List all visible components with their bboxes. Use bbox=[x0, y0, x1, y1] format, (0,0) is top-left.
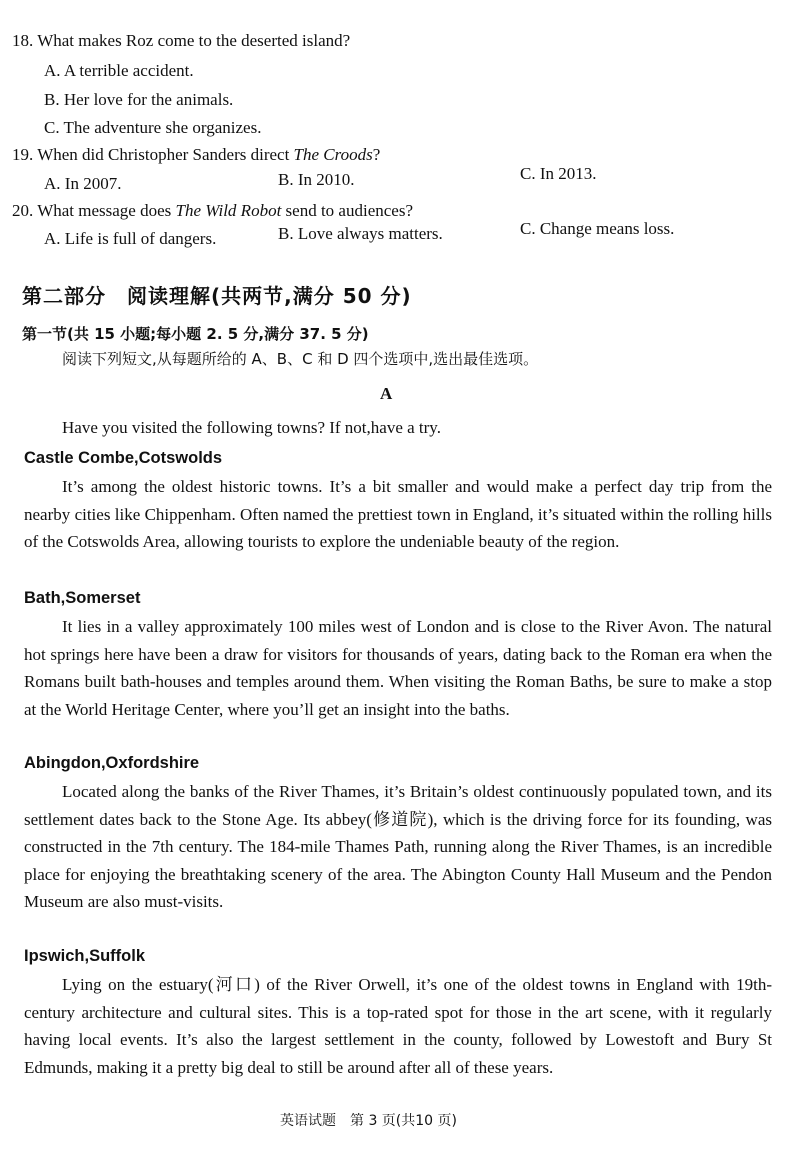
town-text-2: It lies in a valley approximately 100 miles west of London and is close to the River Avon. The natural hot springs here have been a draw for visitors for thousands of years, dating back to the Roman era when the Romans built bath-houses and temples around them. When visiting the Roman Baths, be sure to make a stop at the World Heritage Center, where you’ll get an insight into the baths. bbox=[24, 617, 772, 719]
question-20-option-a: A. Life is full of dangers. bbox=[44, 229, 217, 248]
town-heading-4: Ipswich,Suffolk bbox=[24, 947, 146, 965]
question-18-option-b: B. Her love for the animals. bbox=[44, 90, 234, 109]
question-19 bbox=[12, 144, 380, 166]
question-20-option-c: C. Change means loss. bbox=[520, 219, 675, 238]
town-heading-1: Castle Combe,Cotswolds bbox=[24, 449, 223, 467]
question-19-option-b: B. In 2010. bbox=[278, 170, 355, 189]
question-20-text: 20. What message does bbox=[12, 201, 176, 220]
town-paragraph-4 bbox=[24, 971, 772, 1081]
town-paragraph-3 bbox=[24, 778, 772, 916]
passage-intro-text: Have you visited the following towns? If not,have a try. bbox=[62, 418, 441, 437]
question-18: 18. What makes Roz come to the deserted island? bbox=[12, 31, 351, 50]
question-18-option-c: C. The adventure she organizes. bbox=[44, 118, 262, 137]
town-text-1: It’s among the oldest historic towns. It’s a bit smaller and would make a perfect day trip from the nearby cities like Chippenham. Often named the prettiest town in England, it’s situated within the rolling hills of the Cotswolds Area, allowing tourists to explore the undeniable beauty of the region. bbox=[24, 477, 772, 551]
passage-letter: A bbox=[380, 384, 393, 403]
question-19-text: 19. When did Christopher Sanders direct bbox=[12, 145, 294, 164]
section-title: 第一节(共 15 小题;每小题 2. 5 分,满分 37. 5 分) bbox=[22, 325, 369, 343]
question-19-mark: ? bbox=[372, 145, 381, 164]
question-20-title: The Wild Robot bbox=[175, 201, 282, 220]
town-text-4: Lying on the estuary(河口) of the River Orwell, it’s one of the oldest towns in England with 19th-century architecture and cultural sites. This is a top-rated spot for those in the art scene, with it regularly having local events. It’s also the largest settlement in the county, followed by Lowestoft and Bury St Edmunds, making it a pretty big deal to still be around after all of these years. bbox=[24, 975, 772, 1077]
question-18-option-a: A. A terrible accident. bbox=[44, 61, 194, 80]
part-title: 第二部分 阅读理解(共两节,满分 50 分) bbox=[22, 284, 412, 308]
town-text-3: Located along the banks of the River Thames, it’s Britain’s oldest continuously populated town, and its settlement dates back to the Stone Age. Its abbey(修道院), which is the driving force for its founding, was constructed in the 7th century. The 184-mile Thames Path, running along the River Thames, is an incredible place for enjoying the breathtaking scenery of the area. The Abington County Hall Museum and the Pendon Museum are also must-visits. bbox=[24, 782, 772, 911]
instruction: 阅读下列短文,从每题所给的 A、B、C 和 D 四个选项中,选出最佳选项。 bbox=[62, 350, 539, 368]
town-heading-3: Abingdon,Oxfordshire bbox=[24, 754, 200, 772]
town-paragraph-2 bbox=[24, 613, 772, 723]
question-19-option-c: C. In 2013. bbox=[520, 164, 597, 183]
passage-intro bbox=[24, 414, 772, 442]
question-20 bbox=[12, 200, 413, 222]
question-20-text-end: send to audiences? bbox=[281, 201, 413, 220]
town-heading-2: Bath,Somerset bbox=[24, 589, 141, 607]
town-paragraph-1 bbox=[24, 473, 772, 556]
question-19-option-a: A. In 2007. bbox=[44, 174, 122, 193]
question-20-option-b: B. Love always matters. bbox=[278, 224, 443, 243]
question-19-title: The Croods bbox=[293, 145, 373, 164]
page-footer: 英语试题 第 3 页(共10 页) bbox=[280, 1113, 457, 1129]
